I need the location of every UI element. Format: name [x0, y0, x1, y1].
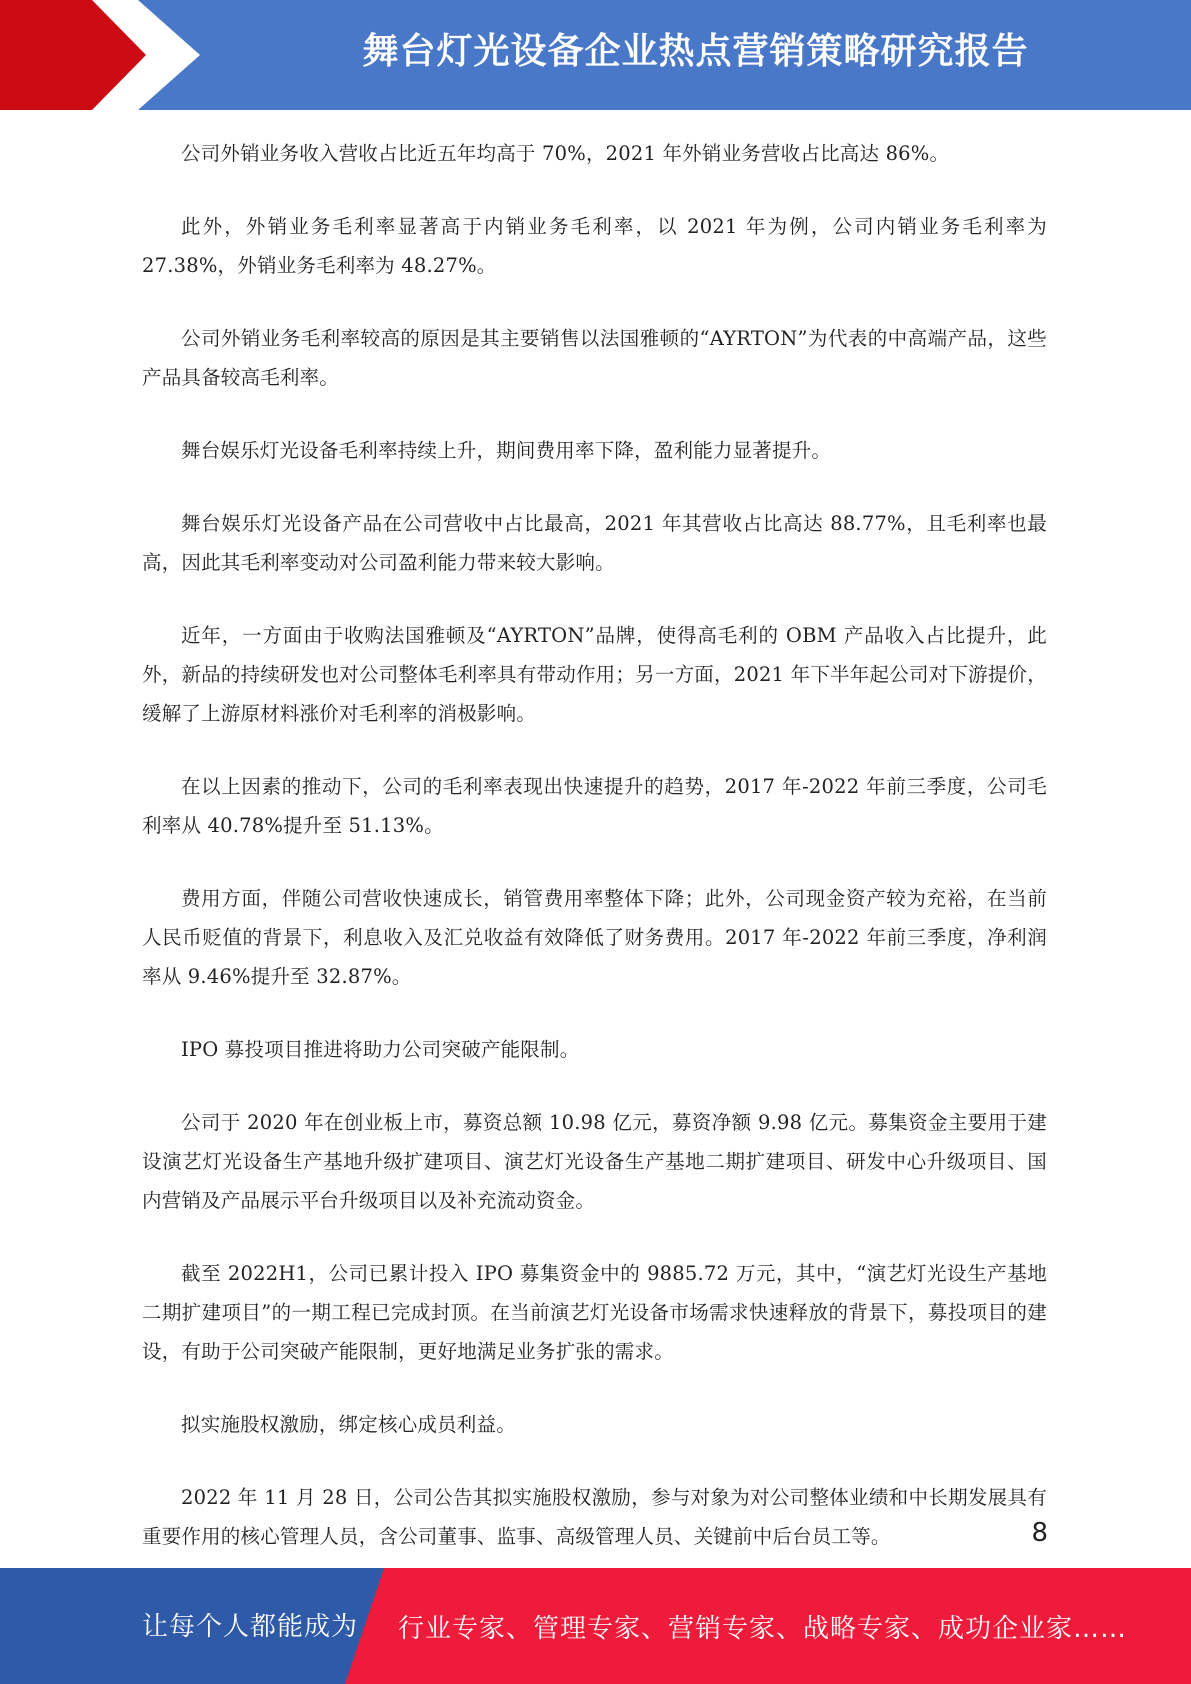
- paragraph: 此外，外销业务毛利率显著高于内销业务毛利率，以 2021 年为例，公司内销业务毛利率为 27.38%，外销业务毛利率为 48.27%。: [142, 215, 1047, 277]
- report-body: [142, 134, 1047, 1590]
- report-title: 舞台灯光设备企业热点营销策略研究报告: [362, 31, 1029, 72]
- footer-slogan-right: 行业专家、管理专家、营销专家、战略专家、成功企业家……: [398, 1614, 1128, 1644]
- footer-slogan-left: 让每个人都能成为: [142, 1612, 359, 1642]
- paragraph: 公司外销业务毛利率较高的原因是其主要销售以法国雅顿的“AYRTON”为代表的中高端产品，这些产品具备较高毛利率。: [142, 327, 1047, 389]
- paragraph: 近年，一方面由于收购法国雅顿及“AYRTON”品牌，使得高毛利的 OBM 产品收入占比提升，此外，新品的持续研发也对公司整体毛利率具有带动作用；另一方面，2021 年下半年起公司对下游提价，缓解了上游原材料涨价对毛利率的消极影响。: [142, 624, 1047, 725]
- paragraph: 拟实施股权激励，绑定核心成员利益。: [181, 1413, 516, 1436]
- paragraph: 2022 年 11 月 28 日，公司公告其拟实施股权激励，参与对象为对公司整体业绩和中长期发展具有重要作用的核心管理人员，含公司董事、监事、高级管理人员、关键前中后台员工等。: [142, 1486, 1047, 1548]
- paragraph: 在以上因素的推动下，公司的毛利率表现出快速提升的趋势，2017 年-2022 年前三季度，公司毛利率从 40.78%提升至 51.13%。: [142, 775, 1047, 837]
- paragraph: IPO 募投项目推进将助力公司突破产能限制。: [181, 1038, 580, 1061]
- paragraph: 舞台娱乐灯光设备毛利率持续上升，期间费用率下降，盈利能力显著提升。: [181, 439, 832, 462]
- paragraph: 舞台娱乐灯光设备产品在公司营收中占比最高，2021 年其营收占比高达 88.77%，且毛利率也最高，因此其毛利率变动对公司盈利能力带来较大影响。: [142, 512, 1047, 574]
- paragraph: 公司于 2020 年在创业板上市，募资总额 10.98 亿元，募资净额 9.98 亿元。募集资金主要用于建设演艺灯光设备生产基地升级扩建项目、演艺灯光设备生产基地二期扩建项目、研发中心升级项目、国内营销及产品展示平台升级项目以及补充流动资金。: [142, 1111, 1047, 1212]
- paragraph: 截至 2022H1，公司已累计投入 IPO 募集资金中的 9885.72 万元，其中，“演艺灯光设生产基地二期扩建项目”的一期工程已完成封顶。在当前演艺灯光设备市场需求快速释放的背景下，募投项目的建设，有助于公司突破产能限制，更好地满足业务扩张的需求。: [142, 1262, 1047, 1363]
- paragraph: 公司外销业务收入营收占比近五年均高于 70%，2021 年外销业务营收占比高达 86%。: [181, 142, 950, 165]
- page-header: [0, 0, 1191, 110]
- page-number: 8: [1031, 1518, 1048, 1548]
- page-footer: [0, 1568, 1191, 1684]
- paragraph: 费用方面，伴随公司营收快速成长，销管费用率整体下降；此外，公司现金资产较为充裕，在当前人民币贬值的背景下，利息收入及汇兑收益有效降低了财务费用。2017 年-2022 年前三季度，净利润率从 9.46%提升至 32.87%。: [142, 887, 1047, 988]
